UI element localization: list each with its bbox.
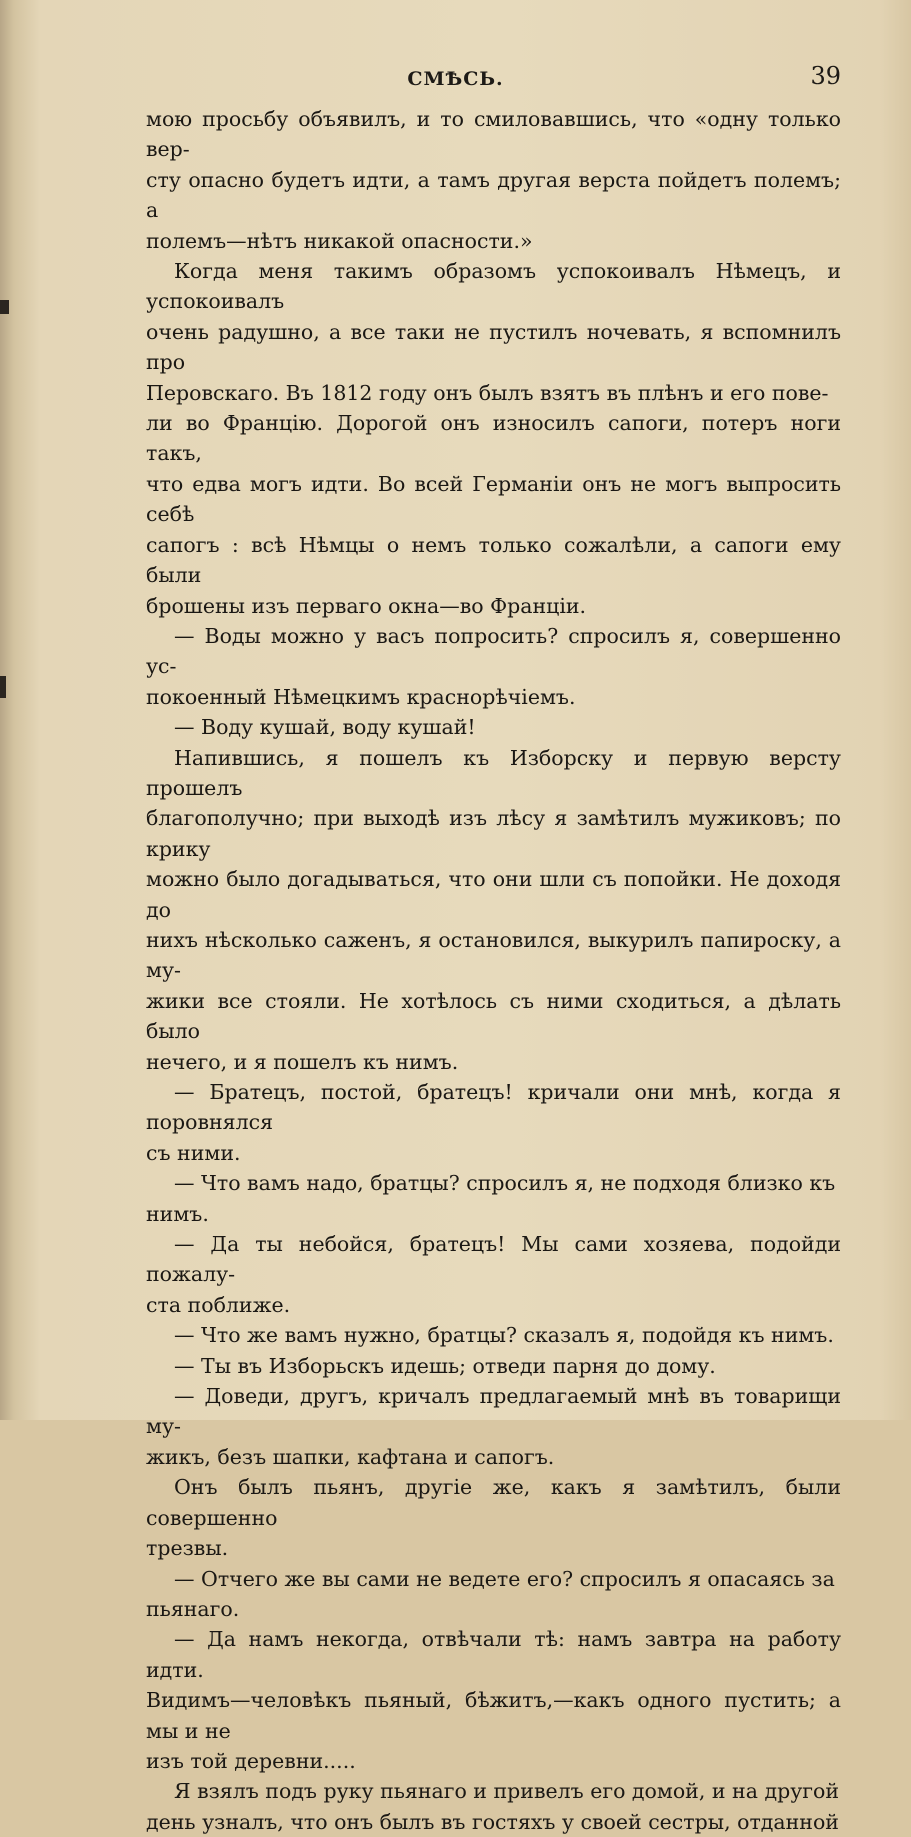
text-line: — Братецъ, постой, братецъ! кричали они мнѣ, когда я поровнялся: [146, 1080, 841, 1135]
text-line: нечего, и я пошелъ къ нимъ.: [146, 1049, 459, 1074]
binding-edge-mark: [0, 676, 6, 698]
text-line: нихъ нѣсколько саженъ, я остановился, выкурилъ папироску, а му-: [146, 927, 841, 983]
body-text: [146, 104, 841, 1837]
text-line: Онъ былъ пьянъ, другіе же, какъ я замѣтилъ, были совершенно: [146, 1475, 841, 1530]
text-line: сту опасно будетъ идти, а тамъ другая верста пойдетъ полемъ; а: [146, 167, 841, 223]
page-number: 39: [810, 62, 841, 90]
text-line: день узналъ, что онъ былъ въ гостяхъ у своей сестры, отданной: [146, 1809, 839, 1834]
text-line: — Да ты небойся, братецъ! Мы сами хозяева, подойди пожалу-: [146, 1232, 841, 1287]
text-line: что едва могъ идти. Во всей Германіи онъ не могъ выпросить себѣ: [146, 471, 841, 527]
text-line: полемъ—нѣтъ никакой опасности.»: [146, 228, 533, 253]
text-line: Перовскаго. Въ 1812 году онъ былъ взятъ въ плѣнъ и его пове-: [146, 380, 829, 405]
text-line: Видимъ—человѣкъ пьяный, бѣжитъ,—какъ одного пустить; а мы и не: [146, 1688, 841, 1743]
text-line: жикъ, безъ шапки, кафтана и сапогъ.: [146, 1444, 555, 1469]
text-line: можно было догадываться, что они шли съ попойки. Не доходя до: [146, 867, 841, 922]
page-header: [0, 62, 911, 98]
text-line: мою просьбу объявилъ, и то смиловавшись, что «одну только вер-: [146, 107, 841, 162]
text-line: пьянаго.: [146, 1596, 240, 1621]
text-line: — Отчего же вы сами не ведете его? спросилъ я опасаясь за: [174, 1566, 835, 1591]
running-head: СМѢСЬ.: [407, 68, 504, 90]
text-line: изъ той деревни.....: [146, 1748, 356, 1773]
text-line: благополучно; при выходѣ изъ лѣсу я замѣтилъ мужиковъ; по крику: [146, 806, 841, 861]
text-line: жики все стояли. Не хотѣлось съ ними сходиться, а дѣлать было: [146, 988, 841, 1044]
text-line: ли во Францію. Дорогой онъ износилъ сапоги, потеръ ноги такъ,: [146, 411, 841, 466]
text-line: нимъ.: [146, 1201, 209, 1226]
text-line: Напившись, я пошелъ къ Изборску и первую версту прошелъ: [146, 745, 841, 800]
text-line: брошены изъ перваго окна—во Франціи.: [146, 593, 587, 618]
text-line: — Что же вамъ нужно, братцы? сказалъ я, подойдя къ нимъ.: [174, 1323, 834, 1348]
text-line: покоенный Нѣмецкимъ краснорѣчіемъ.: [146, 684, 576, 709]
text-line: Когда меня такимъ образомъ успокоивалъ Нѣмецъ, и успокоивалъ: [146, 259, 841, 314]
binding-edge-mark: [0, 300, 9, 314]
text-line: сапогъ : всѣ Нѣмцы о немъ только сожалѣли, а сапоги ему были: [146, 532, 841, 588]
text-line: съ ними.: [146, 1140, 241, 1165]
text-line: — Ты въ Изборьскъ идешь; отведи парня до дому.: [174, 1353, 716, 1378]
text-line: трезвы.: [146, 1536, 229, 1561]
text-line: — Что вамъ надо, братцы? спросилъ я, не подходя близко къ: [174, 1171, 836, 1196]
text-line: — Да намъ некогда, отвѣчали тѣ: намъ завтра на работу идти.: [146, 1627, 841, 1682]
text-line: очень радушно, а все таки не пустилъ ночевать, я вспомнилъ про: [146, 319, 841, 375]
text-line: ста поближе.: [146, 1292, 291, 1317]
text-line: Я взялъ подъ руку пьянаго и привелъ его домой, и на другой: [174, 1779, 840, 1804]
text-line: — Доведи, другъ, кричалъ предлагаемый мнѣ въ товарищи му-: [146, 1384, 841, 1439]
text-line: — Воду кушай, воду кушай!: [174, 715, 476, 740]
text-line: — Воды можно у васъ попросить? спросилъ я, совершенно ус-: [146, 623, 841, 679]
